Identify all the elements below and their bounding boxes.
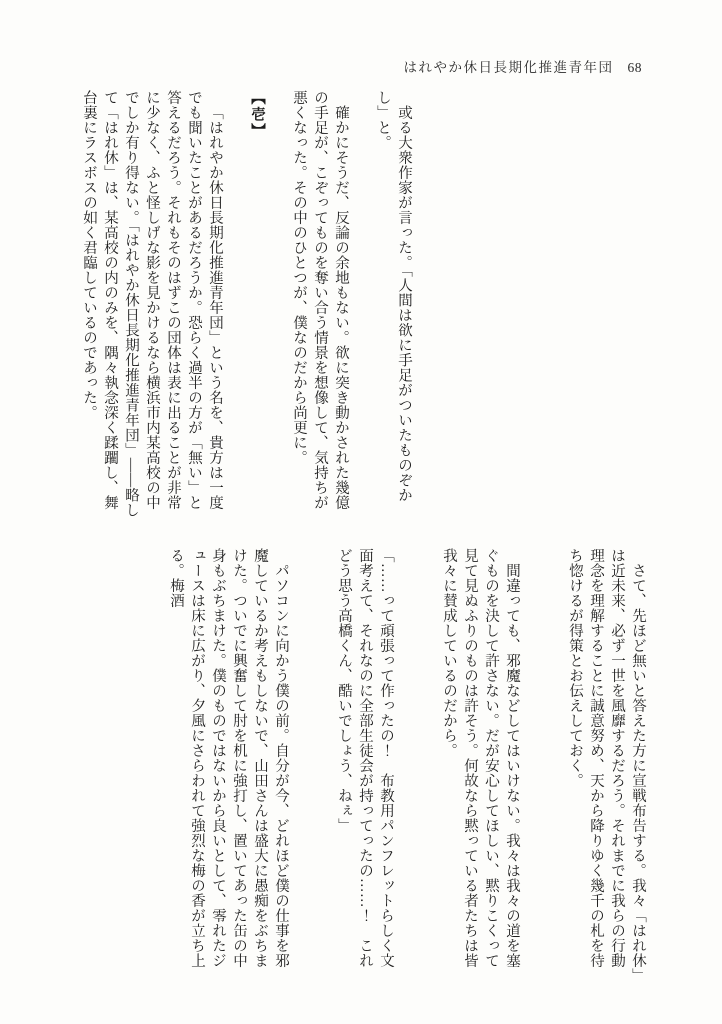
top-text-block	[78, 90, 414, 520]
paragraph: 「はれやか休日長期化推進青年団」という名を、貴方は一度でも聞いたことがあるだろうか。恐らく過半の方が「無い」と答えるだろう。それもそのはずこの団体は表に出ることが非常に少なく、ふと怪しげな影を見かけるなら横浜市内某高校の中でしか有り得ない。「はれやか休日長期化推進青年団」――略して「はれ休」は、某高校の内のみを、隅々執念深く蹂躙し、舞台裏にラスボスの如く君臨しているのであった。	[81, 90, 223, 518]
dialogue-paragraph: 「……って頑張って作ったの！ 布教用パンフレットらしく文面考えて、それなのに全部生徒会が持ってったの……！ これどう思う高橋くん、酷いでしょう、ねぇ」	[336, 548, 394, 968]
running-head-title: はれやか休日長期化推進青年団	[403, 60, 614, 75]
running-head	[404, 56, 643, 76]
paragraph: さて、先ほど無いと答えた方に宣戦布告する。我々「はれ休」は近未来、必ず一世を風靡するだろう。それまでに我らの行動理念を理解することに誠意努め、天から降りゆく幾千の札を待ち惚けるが得策とお伝えしておく。	[567, 548, 646, 976]
paragraph: 或る大衆作家が言った。「人間は欲に手足がついたものぞかし」と。	[375, 90, 412, 503]
bottom-text-block	[165, 548, 648, 978]
paragraph: 確かにそうだ、反論の余地もない。欲に突き動かされた幾億の手足が、こぞってものを奪い合う情景を想像して、気持ちが悪くなった。その中のひとつが、僕なのだから尚更に。	[291, 90, 349, 510]
section-heading: 【壱】	[249, 90, 265, 140]
page-number: 68	[627, 60, 642, 75]
paragraph: パソコンに向かう僕の前。自分が今、どれほど僕の仕事を邪魔しているか考えもしないで、山田さんは盛大に愚痴をぶちまけた。ついでに興奮して肘を机に強打し、置いてあった缶の中身もぶちまけた。僕のものではないから良いとして、零れたジュースは床に広がり、夕風にさらわれて強烈な梅の香が立ち上る。梅酒	[168, 548, 289, 968]
paragraph: 間違っても、邪魔などしてはいけない。我々は我々の道を塞ぐものを決して許さない。だが安心してほしい、黙りこくって見て見ぬふりのものは許そう。何故なら黙っている者たちは皆我々に賛成しているのだから。	[441, 548, 520, 968]
